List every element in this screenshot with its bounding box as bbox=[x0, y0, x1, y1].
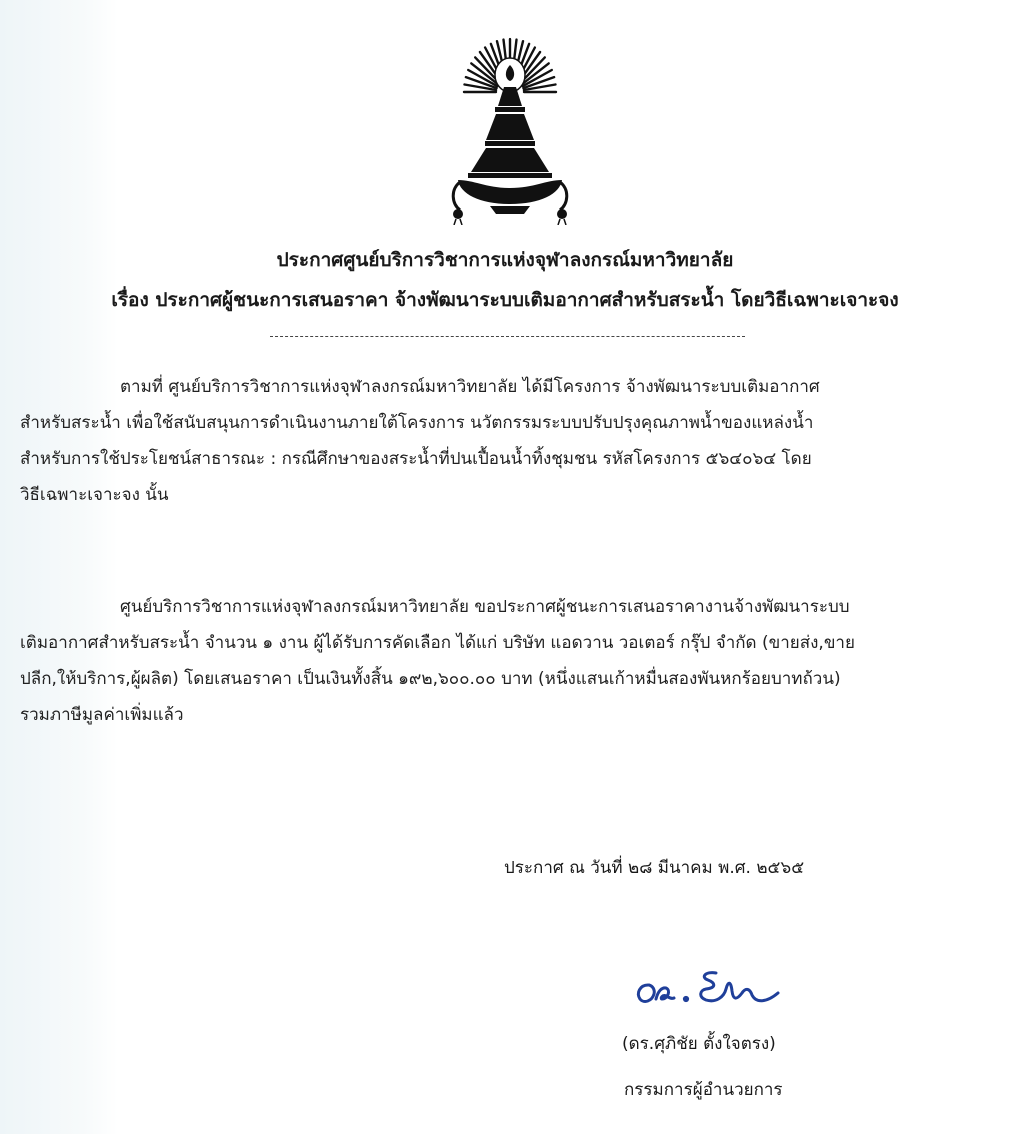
paragraph-line: สำหรับการใช้ประโยชน์สาธารณะ : กรณีศึกษาของสระน้ำที่ปนเปื้อนน้ำทิ้งชุมชน รหัสโครงการ ๕๖๔๐๖๔ โดย bbox=[20, 449, 812, 469]
announcement-date: ประกาศ ณ วันที่ ๒๘ มีนาคม พ.ศ. ๒๕๖๕ bbox=[504, 858, 805, 878]
announcement-title: ประกาศศูนย์บริการวิชาการแห่งจุฬาลงกรณ์มหาวิทยาลัย bbox=[276, 249, 734, 271]
paragraph-award bbox=[20, 589, 960, 733]
paragraph-line: เติมอากาศสำหรับสระน้ำ จำนวน ๑ งาน ผู้ได้รับการคัดเลือก ได้แก่ บริษัท แอดวาน วอเตอร์ กรุ๊ป จำกัด (ขายส่ง,ขาย bbox=[20, 633, 855, 653]
dashed-divider bbox=[270, 336, 745, 337]
university-emblem-icon bbox=[440, 30, 580, 225]
paragraph-line: วิธีเฉพาะเจาะจง นั้น bbox=[20, 485, 169, 505]
paragraph-line: รวมภาษีมูลค่าเพิ่มแล้ว bbox=[20, 705, 184, 725]
paragraph-background bbox=[20, 369, 960, 513]
scan-edge-shading bbox=[0, 0, 118, 1134]
paragraph-line: ปลีก,ให้บริการ,ผู้ผลิต) โดยเสนอราคา เป็นเงินทั้งสิ้น ๑๙๒,๖๐๐.๐๐ บาท (หนึ่งแสนเก้าหมื่นสองพันหกร้อยบาทถ้วน) bbox=[20, 669, 841, 689]
announcement-subject: เรื่อง ประกาศผู้ชนะการเสนอราคา จ้างพัฒนาระบบเติมอากาศสำหรับสระน้ำ โดยวิธีเฉพาะเจาะจง bbox=[111, 289, 899, 311]
signatory-name: (ดร.ศุภิชัย ตั้งใจตรง) bbox=[622, 1034, 776, 1054]
signature-icon bbox=[632, 963, 792, 1011]
paragraph-line: สำหรับสระน้ำ เพื่อใช้สนับสนุนการดำเนินงานภายใต้โครงการ นวัตกรรมระบบปรับปรุงคุณภาพน้ำของแหล่งน้ำ bbox=[20, 413, 814, 433]
paragraph-line: ตามที่ ศูนย์บริการวิชาการแห่งจุฬาลงกรณ์มหาวิทยาลัย ได้มีโครงการ จ้างพัฒนาระบบเติมอากาศ bbox=[120, 377, 820, 397]
paragraph-line: ศูนย์บริการวิชาการแห่งจุฬาลงกรณ์มหาวิทยาลัย ขอประกาศผู้ชนะการเสนอราคางานจ้างพัฒนาระบบ bbox=[120, 597, 850, 617]
signatory-title: กรรมการผู้อำนวยการ bbox=[624, 1080, 783, 1100]
